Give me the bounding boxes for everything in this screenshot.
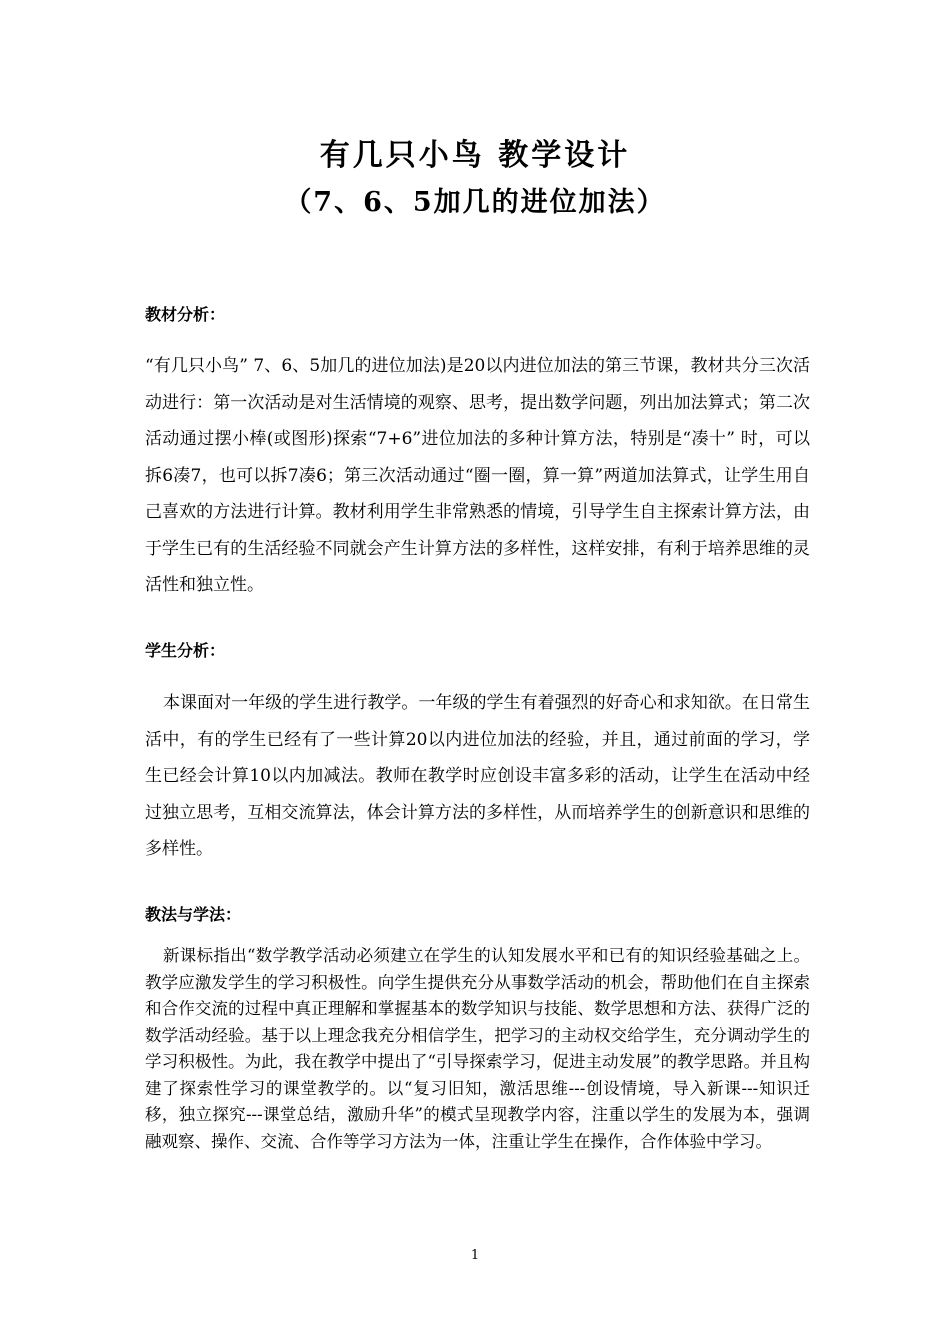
section-body-textbook-analysis: “有几只小鸟” 7、6、5加几的进位加法)是20以内进位加法的第三节课，教材共分三次活动进行：第一次活动是对生活情境的观察、思考，提出数学问题，列出加法算式；第二次活动通过摆小棒(或图形)探索“7+6”进位加法的多种计算方法，特别是“凑十” 时，可以拆6凑7，也可以拆7凑6；第三次活动通过“圈一圈，算一算”两道加法算式，让学生用自己喜欢的方法进行计算。教材利用学生非常熟悉的情境，引导学生自主探索计算方法，由于学生已有的生活经验不同就会产生计算方法的多样性，这样安排，有利于培养思维的灵活性和独立性。 (145, 356, 810, 595)
section-heading-student-analysis: 学生分析： (145, 641, 226, 660)
section-body-student-analysis: 本课面对一年级的学生进行教学。一年级的学生有着强烈的好奇心和求知欲。在日常生活中，有的学生已经有了一些计算20以内进位加法的经验，并且，通过前面的学习，学生已经会计算10以内加减法。教师在教学时应创设丰富多彩的活动，让学生在活动中经过独立思考，互相交流算法，体会计算方法的多样性，从而培养学生的创新意识和思维的多样性。 (145, 693, 810, 859)
section-body-teaching-methods: 新课标指出“数学教学活动必须建立在学生的认知发展水平和已有的知识经验基础之上。教学应激发学生的学习积极性。向学生提供充分从事数学活动的机会，帮助他们在自主探索和合作交流的过程中真正理解和掌握基本的数学知识与技能、数学思想和方法、获得广泛的数学活动经验。基于以上理念我充分相信学生，把学习的主动权交给学生，充分调动学生的学习积极性。为此，我在教学中提出了“引导探索学习，促进主动发展”的教学思路。并且构建了探索性学习的课堂教学的。以“复习旧知，激活思维---创设情境，导入新课---知识迁移，独立探究---课堂总结，激励升华”的模式呈现教学内容，注重以学生的发展为本，强调融观察、操作、交流、合作等学习方法为一体，注重让学生在操作，合作体验中学习。 (145, 946, 810, 1151)
page-number: 1 (470, 1248, 480, 1263)
section-heading-textbook-analysis: 教材分析： (145, 305, 226, 324)
section-heading-teaching-methods: 教法与学法： (145, 905, 242, 924)
document-title: 有几只小鸟 教学设计 (319, 138, 631, 173)
document-subtitle: （7、6、5加几的进位加法） (284, 187, 666, 218)
